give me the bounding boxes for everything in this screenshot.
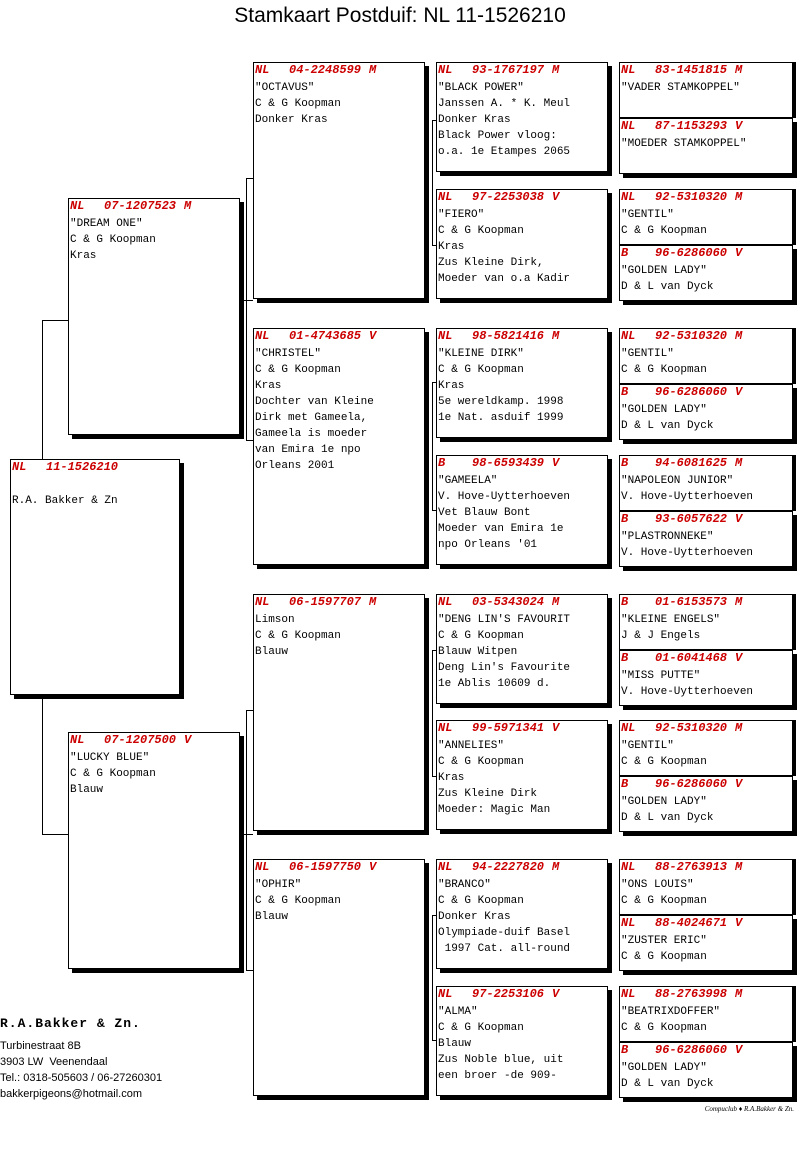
connector-line	[432, 915, 433, 1040]
pigeon-name: "GOLDEN LADY"	[621, 796, 707, 808]
company-name: R.A.Bakker & Zn.	[0, 1016, 141, 1031]
pigeon-card-p2	[68, 732, 240, 969]
country-code: NL	[621, 860, 636, 874]
pigeon-info-line: D & L van Dyck	[621, 281, 714, 293]
ring-number-header	[437, 860, 607, 874]
pigeon-name: "GOLDEN LADY"	[621, 1062, 707, 1074]
pigeon-card-g7	[619, 455, 793, 511]
pigeon-info-line: Deng Lin's Favourite	[438, 662, 571, 674]
city-address: 3903 LW Veenendaal	[0, 1056, 108, 1068]
pigeon-name: "GENTIL"	[621, 209, 674, 221]
pigeon-card-p111	[436, 62, 608, 172]
connector-line	[246, 178, 253, 179]
pigeon-info-line: Kras	[255, 380, 282, 392]
pigeon-card-g6	[619, 384, 793, 440]
page-title: Stamkaart Postduif: NL 11-1526210	[234, 4, 566, 27]
ring-number: 01-6041468	[655, 651, 728, 665]
pigeon-card-g4	[619, 245, 793, 301]
ring-number-header	[620, 987, 792, 1001]
pigeon-card-g12	[619, 776, 793, 832]
pigeon-info-line: Kras	[70, 250, 97, 262]
ring-number-header	[620, 651, 792, 665]
pigeon-card-p0	[10, 459, 180, 695]
sex-code: M	[735, 190, 743, 204]
contact-block	[0, 1016, 162, 1102]
pigeon-card-p122	[436, 455, 608, 565]
sex-code: M	[735, 456, 743, 470]
pigeon-info-line: C & G Koopman	[438, 1022, 524, 1034]
ring-number-header	[254, 63, 424, 77]
connector-line	[246, 970, 253, 971]
pigeon-info-line: Zus Kleine Dirk	[438, 788, 538, 800]
email-address[interactable]: bakkerpigeons@hotmail.com	[0, 1088, 143, 1100]
pigeon-info-line: Kras	[438, 772, 465, 784]
sex-code: M	[735, 63, 743, 77]
pigeon-info-line: een broer -de 909-	[438, 1070, 557, 1082]
ring-number: 06-1597707	[289, 595, 362, 609]
pigeon-info-line: Dochter van Kleine	[255, 396, 374, 408]
ring-number-header	[620, 860, 792, 874]
ring-number-header	[437, 329, 607, 343]
pigeon-info-line: Black Power vloog:	[438, 130, 557, 142]
sex-code: V	[735, 777, 743, 791]
connector-line	[246, 178, 247, 300]
country-code: B	[621, 595, 629, 609]
ring-number: 96-6286060	[655, 777, 728, 791]
pigeon-card-g3	[619, 189, 793, 245]
ring-number: 01-4743685	[289, 329, 362, 343]
pigeon-info-line: C & G Koopman	[255, 895, 341, 907]
pigeon-info-line: Moeder van o.a Kadir	[438, 273, 571, 285]
ring-number: 98-5821416	[472, 329, 545, 343]
ring-number: 83-1451815	[655, 63, 728, 77]
pigeon-info-line: Zus Noble blue, uit	[438, 1054, 564, 1066]
pigeon-info-line: Dirk met Gameela,	[255, 412, 368, 424]
pigeon-card-p212	[436, 720, 608, 830]
ring-number-header	[437, 595, 607, 609]
sex-code: M	[552, 595, 560, 609]
country-code: NL	[438, 329, 453, 343]
pigeon-name: "ZUSTER ERIC"	[621, 935, 707, 947]
country-code: NL	[621, 329, 636, 343]
sex-code: M	[735, 595, 743, 609]
pigeon-info-line: C & G Koopman	[438, 895, 524, 907]
pigeon-name: "BEATRIXDOFFER"	[621, 1006, 721, 1018]
pigeon-name: "OCTAVUS"	[255, 82, 315, 94]
sex-code: M	[735, 860, 743, 874]
pigeon-info-line: C & G Koopman	[438, 756, 524, 768]
ring-number-header	[620, 721, 792, 735]
pigeon-info-line: Blauw	[70, 784, 104, 796]
country-code: NL	[621, 987, 636, 1001]
pigeon-name: "BRANCO"	[438, 879, 491, 891]
pigeon-info-line: Donker Kras	[438, 911, 511, 923]
ring-number: 98-6593439	[472, 456, 545, 470]
ring-number-header	[620, 246, 792, 260]
pigeon-info-line: C & G Koopman	[438, 630, 524, 642]
sex-code: M	[552, 63, 560, 77]
pigeon-info-line: Orleans 2001	[255, 460, 335, 472]
country-code: NL	[438, 63, 453, 77]
ring-number-header	[69, 733, 239, 747]
pigeon-info-line: Vet Blauw Bont	[438, 507, 531, 519]
pigeon-info-line: V. Hove-Uytterhoeven	[621, 686, 754, 698]
sex-code: M	[552, 860, 560, 874]
sex-code: V	[552, 190, 560, 204]
ring-number: 97-2253038	[472, 190, 545, 204]
ring-number-header	[11, 460, 179, 474]
pigeon-name: "OPHIR"	[255, 879, 302, 891]
pigeon-card-g16	[619, 1042, 793, 1098]
pigeon-info-line: Janssen A. * K. Meul	[438, 98, 571, 110]
sex-code: M	[735, 987, 743, 1001]
pigeon-name: "PLASTRONNEKE"	[621, 531, 714, 543]
pigeon-card-g15	[619, 986, 793, 1042]
ring-number: 07-1207523	[104, 199, 177, 213]
pigeon-info-line: C & G Koopman	[621, 756, 707, 768]
pigeon-name: "GENTIL"	[621, 740, 674, 752]
pigeon-info-line: Kras	[438, 380, 465, 392]
ring-number: 87-1153293	[655, 119, 728, 133]
pigeon-info-line: V. Hove-Uytterhoeven	[438, 491, 571, 503]
ring-number: 92-5310320	[655, 329, 728, 343]
country-code: NL	[12, 460, 27, 474]
pigeon-info-line: Blauw Witpen	[438, 646, 518, 658]
sex-code: V	[735, 916, 743, 930]
pigeon-info-line: Olympiade-duif Basel	[438, 927, 571, 939]
sex-code: M	[735, 721, 743, 735]
pigeon-card-g2	[619, 118, 793, 174]
pigeon-info-line: C & G Koopman	[621, 1022, 707, 1034]
connector-line	[246, 300, 247, 440]
country-code: B	[438, 456, 446, 470]
sex-code: V	[735, 119, 743, 133]
ring-number-header	[620, 916, 792, 930]
pigeon-name: "NAPOLEON JUNIOR"	[621, 475, 734, 487]
pigeon-info-line: Moeder van Emira 1e	[438, 523, 564, 535]
country-code: B	[621, 246, 629, 260]
country-code: B	[621, 456, 629, 470]
country-code: NL	[621, 721, 636, 735]
sex-code: V	[552, 721, 560, 735]
country-code: NL	[255, 63, 270, 77]
pigeon-info-line: D & L van Dyck	[621, 420, 714, 432]
ring-number: 94-2227820	[472, 860, 545, 874]
ring-number: 88-2763998	[655, 987, 728, 1001]
pigeon-card-p1	[68, 198, 240, 435]
pigeon-info-line: C & G Koopman	[70, 768, 156, 780]
pigeon-name: "VADER STAMKOPPEL"	[621, 82, 740, 94]
pigeon-info-line: 1e Ablis 10609 d.	[438, 678, 551, 690]
pigeon-info-line: C & G Koopman	[255, 630, 341, 642]
pigeon-name: "MOEDER STAMKOPPEL"	[621, 138, 747, 150]
country-code: B	[621, 1043, 629, 1057]
ring-number: 01-6153573	[655, 595, 728, 609]
country-code: NL	[255, 595, 270, 609]
pigeon-name: "GAMEELA"	[438, 475, 498, 487]
ring-number-header	[620, 595, 792, 609]
pigeon-card-g11	[619, 720, 793, 776]
ring-number: 96-6286060	[655, 1043, 728, 1057]
pigeon-card-g13	[619, 859, 793, 915]
country-code: NL	[621, 119, 636, 133]
ring-number: 96-6286060	[655, 246, 728, 260]
country-code: NL	[255, 860, 270, 874]
ring-number: 96-6286060	[655, 385, 728, 399]
pigeon-info-line: Donker Kras	[438, 114, 511, 126]
pigeon-info-line: C & G Koopman	[438, 364, 524, 376]
sex-code: V	[735, 1043, 743, 1057]
software-credit: Compuclub ♦ R.A.Bakker & Zn.	[704, 1105, 794, 1113]
ring-number: 04-2248599	[289, 63, 362, 77]
ring-number-header	[254, 860, 424, 874]
connector-line	[246, 834, 247, 970]
country-code: NL	[438, 987, 453, 1001]
pigeon-card-p22	[253, 859, 425, 1096]
sex-code: M	[369, 63, 377, 77]
pigeon-name: "CHRISTEL"	[255, 348, 322, 360]
sex-code: V	[735, 651, 743, 665]
pigeon-name: "LUCKY BLUE"	[70, 752, 150, 764]
ring-number: 03-5343024	[472, 595, 545, 609]
connector-line	[42, 320, 43, 459]
street-address: Turbinestraat 8B	[0, 1040, 81, 1052]
ring-number-header	[620, 512, 792, 526]
sex-code: V	[735, 385, 743, 399]
pigeon-name: "MISS PUTTE"	[621, 670, 701, 682]
country-code: NL	[621, 916, 636, 930]
ring-number-header	[620, 63, 792, 77]
connector-line	[42, 695, 43, 834]
country-code: NL	[438, 721, 453, 735]
pigeon-info-line: D & L van Dyck	[621, 812, 714, 824]
pigeon-name: "DENG LIN'S FAVOURIT	[438, 614, 571, 626]
ring-number-header	[620, 1043, 792, 1057]
pigeon-info-line: J & J Engels	[621, 630, 701, 642]
ring-number: 92-5310320	[655, 721, 728, 735]
pigeon-info-line: C & G Koopman	[255, 364, 341, 376]
ring-number-header	[437, 190, 607, 204]
pigeon-card-g10	[619, 650, 793, 706]
connector-line	[246, 440, 253, 441]
pigeon-name: "KLEINE ENGELS"	[621, 614, 721, 626]
country-code: B	[621, 385, 629, 399]
sex-code: V	[184, 733, 192, 747]
country-code: NL	[70, 199, 85, 213]
country-code: NL	[438, 595, 453, 609]
ring-number: 88-2763913	[655, 860, 728, 874]
pigeon-info-line: C & G Koopman	[621, 951, 707, 963]
pigeon-card-p211	[436, 594, 608, 704]
pigeon-card-g9	[619, 594, 793, 650]
pigeon-info-line: C & G Koopman	[621, 225, 707, 237]
country-code: B	[621, 512, 629, 526]
pigeon-card-p121	[436, 328, 608, 438]
ring-number-header	[620, 190, 792, 204]
pigeon-info-line: o.a. 1e Etampes 2065	[438, 146, 571, 158]
ring-number-header	[620, 456, 792, 470]
pigeon-info-line: R.A. Bakker & Zn	[12, 495, 118, 507]
pigeon-card-g14	[619, 915, 793, 971]
pigeon-info-line: Gameela is moeder	[255, 428, 368, 440]
ring-number-header	[437, 721, 607, 735]
sex-code: V	[552, 987, 560, 1001]
ring-number-header	[437, 63, 607, 77]
country-code: NL	[621, 190, 636, 204]
pigeon-name: "DREAM ONE"	[70, 218, 143, 230]
ring-number: 99-5971341	[472, 721, 545, 735]
pigeon-info-line: npo Orleans '01	[438, 539, 538, 551]
ring-number: 93-1767197	[472, 63, 545, 77]
ring-number-header	[437, 987, 607, 1001]
country-code: NL	[70, 733, 85, 747]
pigeon-card-g8	[619, 511, 793, 567]
pigeon-card-p112	[436, 189, 608, 299]
sex-code: V	[552, 456, 560, 470]
ring-number: 92-5310320	[655, 190, 728, 204]
pigeon-name	[11, 477, 179, 493]
pigeon-name: "ONS LOUIS"	[621, 879, 694, 891]
pigeon-name: Limson	[255, 614, 295, 626]
pigeon-name: "KLEINE DIRK"	[438, 348, 524, 360]
pigeon-info-line: 5e wereldkamp. 1998	[438, 396, 564, 408]
connector-line	[246, 710, 253, 711]
ring-number: 93-6057622	[655, 512, 728, 526]
ring-number: 97-2253106	[472, 987, 545, 1001]
pigeon-card-p21	[253, 594, 425, 831]
connector-line	[246, 710, 247, 834]
pigeon-info-line: C & G Koopman	[621, 364, 707, 376]
sex-code: M	[552, 329, 560, 343]
pigeon-info-line: 1e Nat. asduif 1999	[438, 412, 564, 424]
connector-line	[432, 120, 433, 245]
connector-line	[42, 320, 68, 321]
pigeon-info-line: Moeder: Magic Man	[438, 804, 551, 816]
ring-number-header	[437, 456, 607, 470]
country-code: NL	[621, 63, 636, 77]
ring-number: 06-1597750	[289, 860, 362, 874]
sex-code: M	[735, 329, 743, 343]
ring-number-header	[254, 595, 424, 609]
sex-code: V	[735, 512, 743, 526]
pigeon-info-line: Blauw	[438, 1038, 472, 1050]
pigeon-info-line: Blauw	[255, 911, 289, 923]
ring-number: 07-1207500	[104, 733, 177, 747]
pigeon-name: "GENTIL"	[621, 348, 674, 360]
connector-line	[432, 650, 433, 776]
pigeon-name: "BLACK POWER"	[438, 82, 524, 94]
ring-number-header	[620, 385, 792, 399]
sex-code: M	[184, 199, 192, 213]
pigeon-card-p11	[253, 62, 425, 299]
pigeon-info-line: van Emira 1e npo	[255, 444, 361, 456]
country-code: NL	[255, 329, 270, 343]
pigeon-info-line: C & G Koopman	[70, 234, 156, 246]
pigeon-info-line: Donker Kras	[255, 114, 328, 126]
pigeon-info-line: V. Hove-Uytterhoeven	[621, 491, 754, 503]
country-code: NL	[438, 190, 453, 204]
pigeon-info-line: C & G Koopman	[438, 225, 524, 237]
pigeon-info-line: D & L van Dyck	[621, 1078, 714, 1090]
ring-number-header	[254, 329, 424, 343]
country-code: NL	[438, 860, 453, 874]
connector-line	[432, 382, 433, 510]
sex-code: V	[369, 860, 377, 874]
pigeon-info-line: C & G Koopman	[621, 895, 707, 907]
pigeon-card-p221	[436, 859, 608, 969]
pigeon-name: "FIERO"	[438, 209, 485, 221]
sex-code: V	[735, 246, 743, 260]
pigeon-info-line: Kras	[438, 241, 465, 253]
pigeon-card-g1	[619, 62, 793, 118]
connector-line	[42, 834, 68, 835]
pigeon-name: "ALMA"	[438, 1006, 478, 1018]
country-code: B	[621, 777, 629, 791]
pigeon-name: "GOLDEN LADY"	[621, 265, 707, 277]
pigeon-name: "ANNELIES"	[438, 740, 505, 752]
pigeon-info-line: 1997 Cat. all-round	[438, 943, 571, 955]
pigeon-card-p12	[253, 328, 425, 565]
pigeon-info-line: C & G Koopman	[255, 98, 341, 110]
phone-number: Tel.: 0318-505603 / 06-27260301	[0, 1072, 163, 1084]
ring-number: 94-6081625	[655, 456, 728, 470]
pigeon-info-line: Zus Kleine Dirk,	[438, 257, 544, 269]
pigeon-info-line: V. Hove-Uytterhoeven	[621, 547, 754, 559]
sex-code: M	[369, 595, 377, 609]
country-code: B	[621, 651, 629, 665]
pigeon-name: "GOLDEN LADY"	[621, 404, 707, 416]
ring-number-header	[620, 119, 792, 133]
sex-code: V	[369, 329, 377, 343]
ring-number-header	[69, 199, 239, 213]
pigeon-info-line: Blauw	[255, 646, 289, 658]
ring-number: 11-1526210	[46, 460, 119, 474]
ring-number-header	[620, 329, 792, 343]
pigeon-card-g5	[619, 328, 793, 384]
ring-number: 88-4024671	[655, 916, 728, 930]
ring-number-header	[620, 777, 792, 791]
pigeon-card-p222	[436, 986, 608, 1096]
